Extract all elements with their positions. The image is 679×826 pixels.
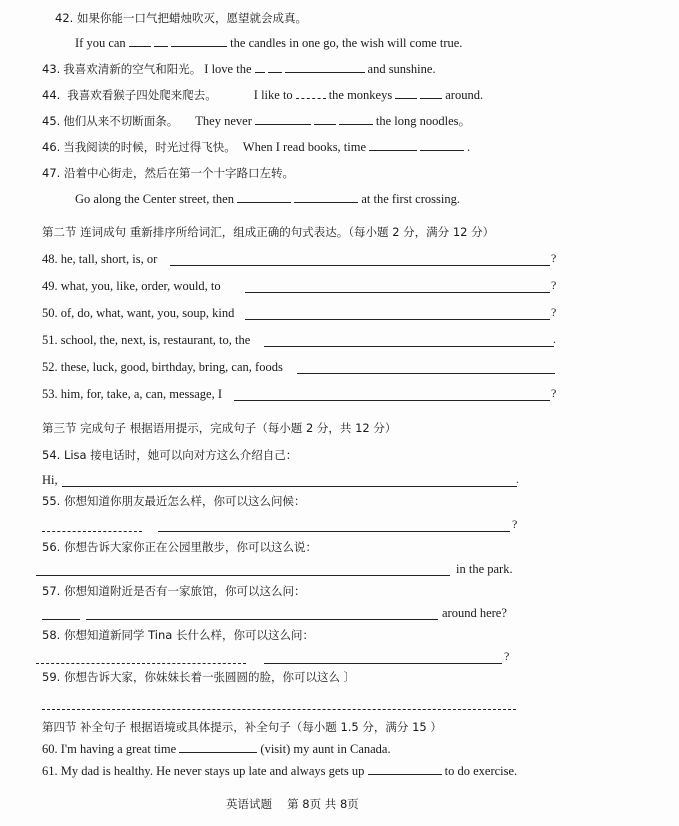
- end-mark: ?: [551, 305, 557, 319]
- blank[interactable]: [339, 113, 373, 125]
- item-56-suffix: in the park.: [456, 562, 513, 576]
- item-44: 44. 我喜欢看猴子四处爬来爬去。 I like to the monkeys around.: [42, 88, 484, 102]
- blank[interactable]: [294, 191, 358, 203]
- blank[interactable]: [255, 113, 311, 125]
- end-mark: .: [516, 472, 519, 486]
- answer-line[interactable]: [42, 619, 80, 620]
- item-51: 51. school, the, next, is, restaurant, to, the: [42, 333, 251, 347]
- item-57-prompt: 57. 你想知道附近是否有一家旅馆，你可以这么问：: [42, 584, 306, 598]
- section-2-heading: 第二节 连词成句 重新排序所给词汇，组成正确的句式表达。（每小题 2 分，满分 12 分）: [42, 225, 495, 239]
- item-47-chinese: 47. 沿着中心街走，然后在第一个十字路口左转。: [42, 166, 294, 180]
- page-footer: 英语试题 第 8页 共 8页: [226, 797, 359, 811]
- blank[interactable]: [420, 87, 442, 99]
- item-42-chinese: 42. 如果你能一口气把蜡烛吹灭，愿望就会成真。: [55, 11, 307, 25]
- blank[interactable]: [255, 61, 265, 73]
- item-56-prompt: 56. 你想告诉大家你正在公园里散步，你可以这么说：: [42, 540, 317, 554]
- item-48: 48. he, tall, short, is, or: [42, 252, 158, 266]
- item-52: 52. these, luck, good, birthday, bring, can, foods: [42, 360, 283, 374]
- blank[interactable]: [368, 763, 442, 775]
- blank[interactable]: [179, 741, 257, 753]
- item-50: 50. of, do, what, want, you, soup, kind: [42, 306, 235, 320]
- item-49: 49. what, you, like, order, would, to: [42, 279, 221, 293]
- blank[interactable]: [296, 87, 326, 99]
- blank[interactable]: [268, 61, 282, 73]
- blank[interactable]: [171, 35, 227, 47]
- blank[interactable]: [285, 61, 365, 73]
- answer-line[interactable]: [245, 292, 550, 293]
- end-mark: ?: [551, 251, 557, 265]
- blank[interactable]: [395, 87, 417, 99]
- end-mark: ?: [504, 649, 510, 663]
- answer-line[interactable]: [170, 265, 550, 266]
- answer-line[interactable]: [245, 319, 550, 320]
- answer-line[interactable]: [264, 346, 554, 347]
- item-46: 46. 当我阅读的时候，时光过得飞快。 When I read books, time .: [42, 140, 471, 154]
- item-45: 45. 他们从来不切断面条。 They never the long noodles。: [42, 114, 472, 128]
- item-55-prompt: 55. 你想知道你朋友最近怎么样，你可以这么问候：: [42, 494, 306, 508]
- item-61: 61. My dad is healthy. He never stays up late and always gets up to do exercise.: [42, 764, 518, 778]
- item-58-prompt: 58. 你想知道新同学 Tina 长什么样，你可以这么问：: [42, 628, 314, 642]
- end-mark: ?: [551, 278, 557, 292]
- end-mark: .: [553, 332, 556, 346]
- item-57-suffix: around here?: [442, 606, 507, 620]
- answer-line[interactable]: [264, 663, 502, 664]
- blank[interactable]: [154, 35, 168, 47]
- blank[interactable]: [314, 113, 336, 125]
- blank[interactable]: [420, 139, 464, 151]
- item-43: 43. 我喜欢清新的空气和阳光。 I love the and sunshine.: [42, 62, 436, 76]
- item-53: 53. him, for, take, a, can, message, I: [42, 387, 222, 401]
- answer-line[interactable]: [158, 531, 510, 532]
- answer-line[interactable]: [36, 663, 246, 664]
- answer-line[interactable]: [42, 709, 516, 710]
- answer-line[interactable]: [36, 575, 450, 576]
- answer-line[interactable]: [86, 619, 438, 620]
- item-60: 60. I'm having a great time (visit) my aunt in Canada.: [42, 742, 391, 756]
- item-54-answer-prefix: Hi,: [42, 473, 58, 487]
- section-3-heading: 第三节 完成句子 根据语用提示，完成句子（每小题 2 分，共 12 分）: [42, 421, 397, 435]
- blank[interactable]: [129, 35, 151, 47]
- answer-line[interactable]: [42, 531, 142, 532]
- answer-line[interactable]: [234, 400, 550, 401]
- item-42-english: If you can the candles in one go, the wish will come true.: [75, 36, 463, 50]
- end-mark: ?: [551, 386, 557, 400]
- end-mark: ?: [512, 517, 518, 531]
- item-59-prompt: 59. 你想告诉大家，你妹妹长着一张圆圆的脸，你可以这么 〕: [42, 670, 356, 684]
- answer-line[interactable]: [62, 486, 517, 487]
- section-4-heading: 第四节 补全句子 根据语境或具体提示，补全句子（每小题 1.5 分，满分 15 ）: [42, 720, 442, 734]
- item-47-english: Go along the Center street, then at the first crossing.: [75, 192, 460, 206]
- blank[interactable]: [237, 191, 291, 203]
- answer-line[interactable]: [297, 373, 555, 374]
- blank[interactable]: [369, 139, 417, 151]
- item-54-prompt: 54. Lisa 接电话时，她可以向对方这么介绍自己：: [42, 448, 298, 462]
